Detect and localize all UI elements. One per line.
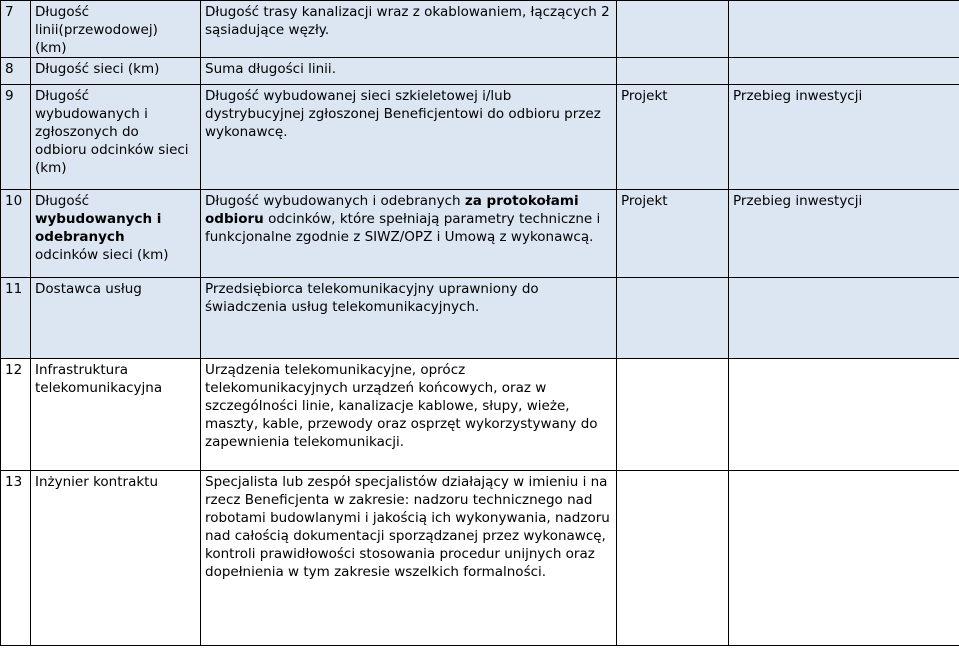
stage-cell — [729, 359, 959, 471]
table-row — [1, 58, 959, 85]
term-line: Długość — [35, 4, 90, 20]
table-row — [1, 278, 959, 359]
definition-emphasis: za protokołami odbioru — [205, 193, 579, 227]
source-cell — [617, 359, 729, 471]
row-number: 7 — [1, 1, 31, 58]
definition-text: Długość trasy kanalizacji wraz z okablowaniem, łączących 2 sąsiadujące węzły. — [205, 4, 610, 38]
definition-cell — [201, 58, 617, 85]
definition-text: Specjalista lub zespół specjalistów działający w imieniu i na rzecz Beneficjenta w zakresie: nadzoru technicznego nad robotami budowlanymi i jakością ich wykonywania, nadzoru nad całością dokumentacji sporządzanej przez wykonawcę, kontroli prawidłowości stosowania procedur unijnych oraz dopełnienia w tym zakresie wszelkich formalności. — [205, 474, 610, 580]
source-cell — [617, 1, 729, 58]
term-line: Inżynier kontraktu — [35, 474, 159, 490]
source-cell — [617, 58, 729, 85]
definition-cell — [201, 278, 617, 359]
term-line: (km) — [35, 40, 67, 56]
stage-cell — [729, 58, 959, 85]
definition-text: Suma długości linii. — [205, 61, 336, 77]
term-cell — [31, 85, 201, 190]
source-cell — [617, 471, 729, 646]
stage-cell: Przebieg inwestycji — [729, 85, 959, 190]
term-line: Długość — [35, 88, 90, 104]
row-number: 9 — [1, 85, 31, 190]
definition-cell — [201, 471, 617, 646]
table-row — [1, 190, 959, 278]
definition-text: Urządzenia telekomunikacyjne, oprócz telekomunikacyjnych urządzeń końcowych, oraz w szczególności linie, kanalizacje kablowe, słupy, wieże, maszty, kable, przewody oraz osprzęt wykorzystywany do zapewnienia telekomunikacji. — [205, 362, 598, 450]
definition-text: Długość wybudowanej sieci szkieletowej i/lub dystrybucyjnej zgłoszonej Beneficjentowi do odbioru przez wykonawcę. — [205, 88, 601, 140]
term-line: odebranych — [35, 229, 125, 245]
term-line: telekomunikacyjna — [35, 380, 163, 396]
term-cell — [31, 359, 201, 471]
term-line: odbioru odcinków sieci — [35, 142, 189, 158]
table-row — [1, 1, 959, 58]
source-cell: Projekt — [617, 190, 729, 278]
table-row — [1, 85, 959, 190]
stage-cell — [729, 471, 959, 646]
term-line: Długość sieci (km) — [35, 61, 160, 77]
table-row — [1, 359, 959, 471]
source-cell: Projekt — [617, 85, 729, 190]
row-number: 8 — [1, 58, 31, 85]
definition-cell — [201, 359, 617, 471]
term-line: Dostawca usług — [35, 281, 142, 297]
row-number: 10 — [1, 190, 31, 278]
term-line: odcinków sieci (km) — [35, 247, 169, 263]
table-row — [1, 471, 959, 646]
stage-cell — [729, 1, 959, 58]
definition-text: Długość wybudowanych i odebranych — [205, 193, 465, 209]
term-line: linii(przewodowej) — [35, 22, 158, 38]
row-number: 11 — [1, 278, 31, 359]
term-cell — [31, 1, 201, 58]
term-line: wybudowanych i — [35, 106, 148, 122]
stage-cell: Przebieg inwestycji — [729, 190, 959, 278]
term-line: Długość — [35, 193, 90, 209]
definition-cell — [201, 1, 617, 58]
term-cell — [31, 471, 201, 646]
term-line: wybudowanych i — [35, 211, 162, 227]
stage-cell — [729, 278, 959, 359]
term-cell — [31, 58, 201, 85]
row-number: 12 — [1, 359, 31, 471]
definition-text: Przedsiębiorca telekomunikacyjny uprawniony do świadczenia usług telekomunikacyjnych. — [205, 281, 539, 315]
term-line: (km) — [35, 160, 67, 176]
term-cell — [31, 278, 201, 359]
source-cell — [617, 278, 729, 359]
definition-cell — [201, 85, 617, 190]
definition-cell — [201, 190, 617, 278]
term-line: zgłoszonych do — [35, 124, 139, 140]
row-number: 13 — [1, 471, 31, 646]
term-line: Infrastruktura — [35, 362, 129, 378]
definition-text: odcinków, które spełniają parametry techniczne i funkcjonalne zgodnie z SIWZ/OPZ i Umową z wykonawcą. — [205, 211, 601, 245]
term-cell — [31, 190, 201, 278]
